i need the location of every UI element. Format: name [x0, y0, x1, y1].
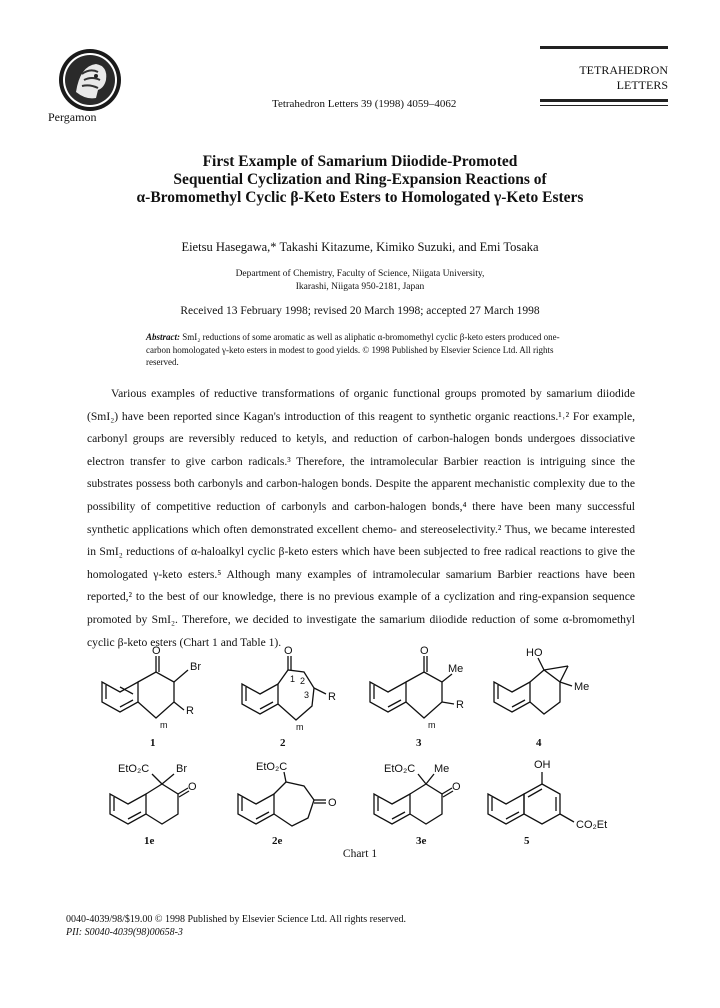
compound-1: [102, 645, 201, 749]
atom-label: m: [160, 720, 168, 730]
body-paragraph: Various examples of reductive transformations of organic functional groups promoted by samarium diiodide (SmI₂) have been reported since Kagan's introduction of this reagent to synthetic organic reactions.¹˒² For example, carbonyl groups are reversibly reduced to ketyls, and reduction of carbon-halogen bonds undergoes dissociative electron transfer to give carbon radicals.³ Therefore, the intramolecular Barbier reaction is intriguing since the substrates possess both carbonyls and carbon-halogen bonds. Despite the apparent mechanistic complexity due to the possibility of competitive reduction of carbonyls and carbon-halogen bonds,⁴ there have been many successful synthetic applications which often demonstrated excellent chemo- and stereoselectivity.² Thus, we became interested in SmI₂ reductions of α-haloalkyl cyclic β-keto esters which have been subjected to free radical reactions to give the homologated γ-keto esters.⁵ Although many examples of intramolecular samarium Barbier reactions have been reported,² to the best of our knowledge, there is no previous example of a cyclization and ring-expansion sequence promoted by SmI₂. Therefore, we decided to investigate the samarium diiodide reduction of some α-bromomethyl cyclic β-keto esters (Chart 1 and Table 1).: [87, 387, 635, 649]
atom-label: O: [152, 645, 161, 657]
copyright-line: 0040-4039/98/$19.00 © 1998 Published by Elsevier Science Ltd. All rights reserved.: [66, 914, 407, 925]
chart-caption: Chart 1: [342, 848, 378, 860]
publisher-name: Pergamon: [48, 110, 97, 124]
atom-label: Me: [434, 763, 450, 775]
atom-label: 1: [290, 674, 296, 684]
atom-label: O: [420, 645, 429, 657]
atom-label: R: [328, 691, 336, 703]
atom-label: Me: [448, 663, 464, 675]
publisher-logo: [52, 44, 128, 120]
masthead-rule: [540, 99, 668, 102]
compound-label: 2: [280, 737, 286, 749]
compound-3: [370, 645, 464, 749]
compound-label: 2e: [272, 835, 283, 847]
affiliation: Department of Chemistry, Faculty of Science, Niigata University, Ikarashi, Niigata 950-2181, Japan: [235, 269, 485, 292]
compound-3e: [374, 763, 461, 847]
compound-4: [494, 647, 589, 749]
received-dates: Received 13 February 1998; revised 20 March 1998; accepted 27 March 1998: [180, 305, 540, 317]
author-list: Eietsu Hasegawa,* Takashi Kitazume, Kimiko Suzuki, and Emi Tosaka: [181, 240, 539, 254]
compound-label: 4: [536, 737, 542, 749]
journal-reference: Tetrahedron Letters 39 (1998) 4059–4062: [272, 98, 457, 110]
atom-label: R: [186, 705, 194, 717]
atom-label: O: [452, 781, 461, 793]
compound-label: 3e: [416, 835, 427, 847]
atom-label: O: [328, 797, 337, 809]
atom-label: CO₂Et: [576, 819, 608, 831]
compound-label: 1: [150, 737, 156, 749]
copyright-footer: [66, 913, 406, 939]
atom-label: Br: [190, 661, 201, 673]
atom-label: EtO₂C: [384, 763, 416, 775]
chart-1-structures: [100, 645, 640, 850]
pii-line: PII: S0040-4039(98)00658-3: [66, 927, 183, 938]
compound-label: 5: [524, 835, 530, 847]
atom-label: Br: [176, 763, 187, 775]
compound-label: 1e: [144, 835, 155, 847]
abstract: [146, 331, 574, 369]
atom-label: HO: [526, 647, 543, 659]
compound-2e: [238, 761, 337, 847]
atom-label: EtO₂C: [118, 763, 150, 775]
atom-label: EtO₂C: [256, 761, 288, 773]
abstract-label: Abstract:: [146, 332, 181, 342]
atom-label: m: [428, 720, 436, 730]
masthead-rule: [540, 46, 668, 49]
compound-2: [242, 645, 336, 749]
masthead-rule: [540, 105, 668, 106]
journal-name: TETRAHEDRON LETTERS: [579, 63, 668, 92]
atom-label: R: [456, 699, 464, 711]
atom-label: 3: [304, 690, 310, 700]
atom-label: m: [296, 722, 304, 732]
compound-label: 3: [416, 737, 422, 749]
compound-1e: [110, 763, 197, 847]
abstract-text: SmI₂ reductions of some aromatic as well as aliphatic α-bromomethyl cyclic β-keto esters produced one-carbon homologated γ-keto esters in modest to good yields. © 1998 Published by Elsevier Science Ltd. All rights reserved.: [146, 332, 560, 367]
atom-label: O: [188, 781, 197, 793]
atom-label: OH: [534, 759, 551, 771]
atom-label: 2: [300, 676, 306, 686]
journal-masthead: [540, 46, 668, 109]
atom-label: O: [284, 645, 293, 657]
compound-5: [488, 759, 607, 847]
atom-label: Me: [574, 681, 590, 693]
article-title: First Example of Samarium Diiodide-Promoted Sequential Cyclization and Ring-Expansion Reactions of α-Bromomethyl Cyclic β-Keto Esters to Homologated γ-Keto Esters: [136, 153, 584, 206]
